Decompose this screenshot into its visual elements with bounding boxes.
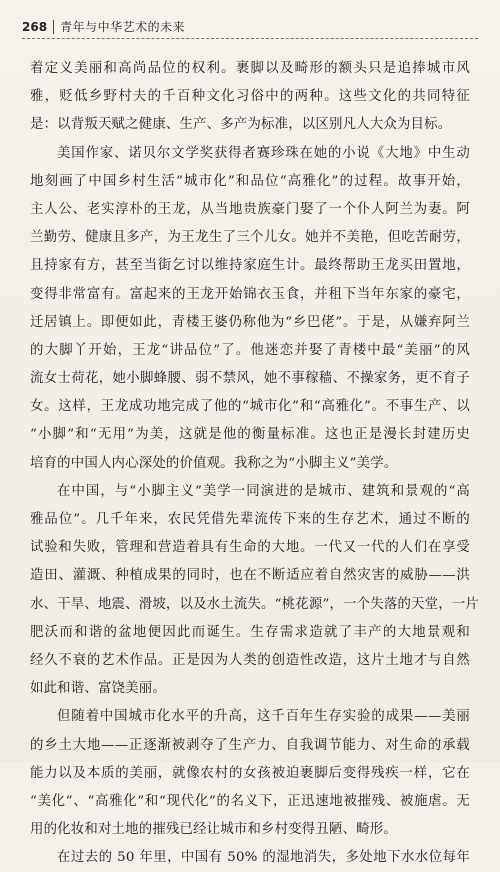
header-separator bbox=[53, 20, 54, 34]
text-line: 迁居镇上。即便如此，青楼王婆仍称他为“乡巴佬”。于是，从嫌弃阿兰 bbox=[30, 314, 470, 330]
text-line: 肥沃而和谐的盆地便因此而诞生。生存需求造就了丰产的大地景观和 bbox=[30, 624, 470, 640]
text-line: 经久不衰的艺术作品。正是因为人类的创造性改造，这片土地才与自然 bbox=[30, 652, 470, 668]
text-line: 雅，贬低乡野村夫的千百种文化习俗中的两种。这些文化的共同特征 bbox=[30, 89, 470, 105]
text-line: 用的化妆和对土地的摧残已经让城市和乡村变得丑陋、畸形。 bbox=[30, 822, 397, 838]
page-number: 268 bbox=[22, 20, 48, 34]
text-line: 的大脚丫开始，王龙“讲品位”了。他迷恋并娶了青楼中最“美丽”的风 bbox=[30, 342, 470, 358]
text-line: 雅品位”。几千年来，农民凭借先辈流传下来的生存艺术，通过不断的 bbox=[30, 512, 470, 527]
text-line: 变得非常富有。富起来的王龙开始锦衣玉食，并租下当年东家的豪宅， bbox=[30, 286, 470, 302]
text-line: 在过去的 50 年里，中国有 50% 的湿地消失，多处地下水水位每年 bbox=[57, 850, 470, 866]
text-line: 能力以及本质的美丽，就像农村的女孩被迫裹脚后变得残疾一样，它在 bbox=[30, 765, 470, 781]
text-line: 如此和谐、富饶美丽。 bbox=[30, 681, 166, 697]
text-line: “美化”、“高雅化”和“现代化”的名义下，正迅速地被摧残、被施虐。无 bbox=[30, 793, 470, 809]
text-line: “小脚”和“无用”为美，这就是他的衡量标准。这也正是漫长封建历史 bbox=[30, 427, 470, 443]
text-line: 着定义美丽和高尚品位的权利。裹脚以及畸形的额头只是追捧城市风 bbox=[30, 61, 470, 76]
text-line: 是：以背叛天赋之健康、生产、多产为标准，以区别凡人大众为目标。 bbox=[30, 117, 452, 133]
book-title: 青年与中华艺术的未来 bbox=[60, 20, 186, 34]
text-line: 且持家有方，甚至当街乞讨以维持家庭生计。最终帮助王龙买田置地， bbox=[30, 258, 470, 274]
text-line: 造田、灌溉、种植成果的同时，也在不断适应着自然灾害的威胁——洪 bbox=[30, 568, 470, 584]
header-dashed-rule bbox=[22, 38, 478, 39]
text-line: 但随着中国城市化水平的升高，这千百年生存实验的成果——美丽 bbox=[57, 709, 470, 725]
running-head bbox=[22, 12, 478, 34]
text-line: 的乡土大地——正逐渐被剥夺了生产力、自我调节能力、对生命的承载 bbox=[30, 737, 470, 753]
text-line: 试验和失败，管理和营造着具有生命的大地。一代又一代的人们在享受 bbox=[30, 540, 470, 556]
text-line: 培育的中国人内心深处的价值观。我称之为“小脚主义”美学。 bbox=[30, 455, 398, 471]
text-line: 流女士荷花，她小脚蜂腰、弱不禁风，她不事稼穑、不操家务，更不育子 bbox=[30, 371, 470, 387]
text-line: 主人公、老实淳朴的王龙，从当地贵族豪门娶了一个仆人阿兰为妻。阿 bbox=[30, 201, 470, 217]
text-line: 美国作家、诺贝尔文学奖获得者赛珍珠在她的小说《大地》中生动 bbox=[57, 145, 470, 161]
text-line: 兰勤劳、健康且多产，为王龙生了三个儿女。她并不美艳，但吃苦耐劳， bbox=[30, 230, 470, 246]
text-line: 水、干旱、地震、滑坡，以及水土流失。“桃花源”，一个失落的天堂，一片 bbox=[30, 596, 479, 612]
body-text bbox=[30, 55, 479, 872]
text-line: 在中国，与“小脚主义”美学一同演进的是城市、建筑和景观的“高 bbox=[57, 483, 470, 499]
text-line: 地刻画了中国乡村生活“城市化”和品位“高雅化”的过程。故事开始， bbox=[30, 173, 470, 189]
text-line: 女。这样，王龙成功地完成了他的“城市化”和“高雅化”。不事生产、以 bbox=[30, 399, 470, 415]
